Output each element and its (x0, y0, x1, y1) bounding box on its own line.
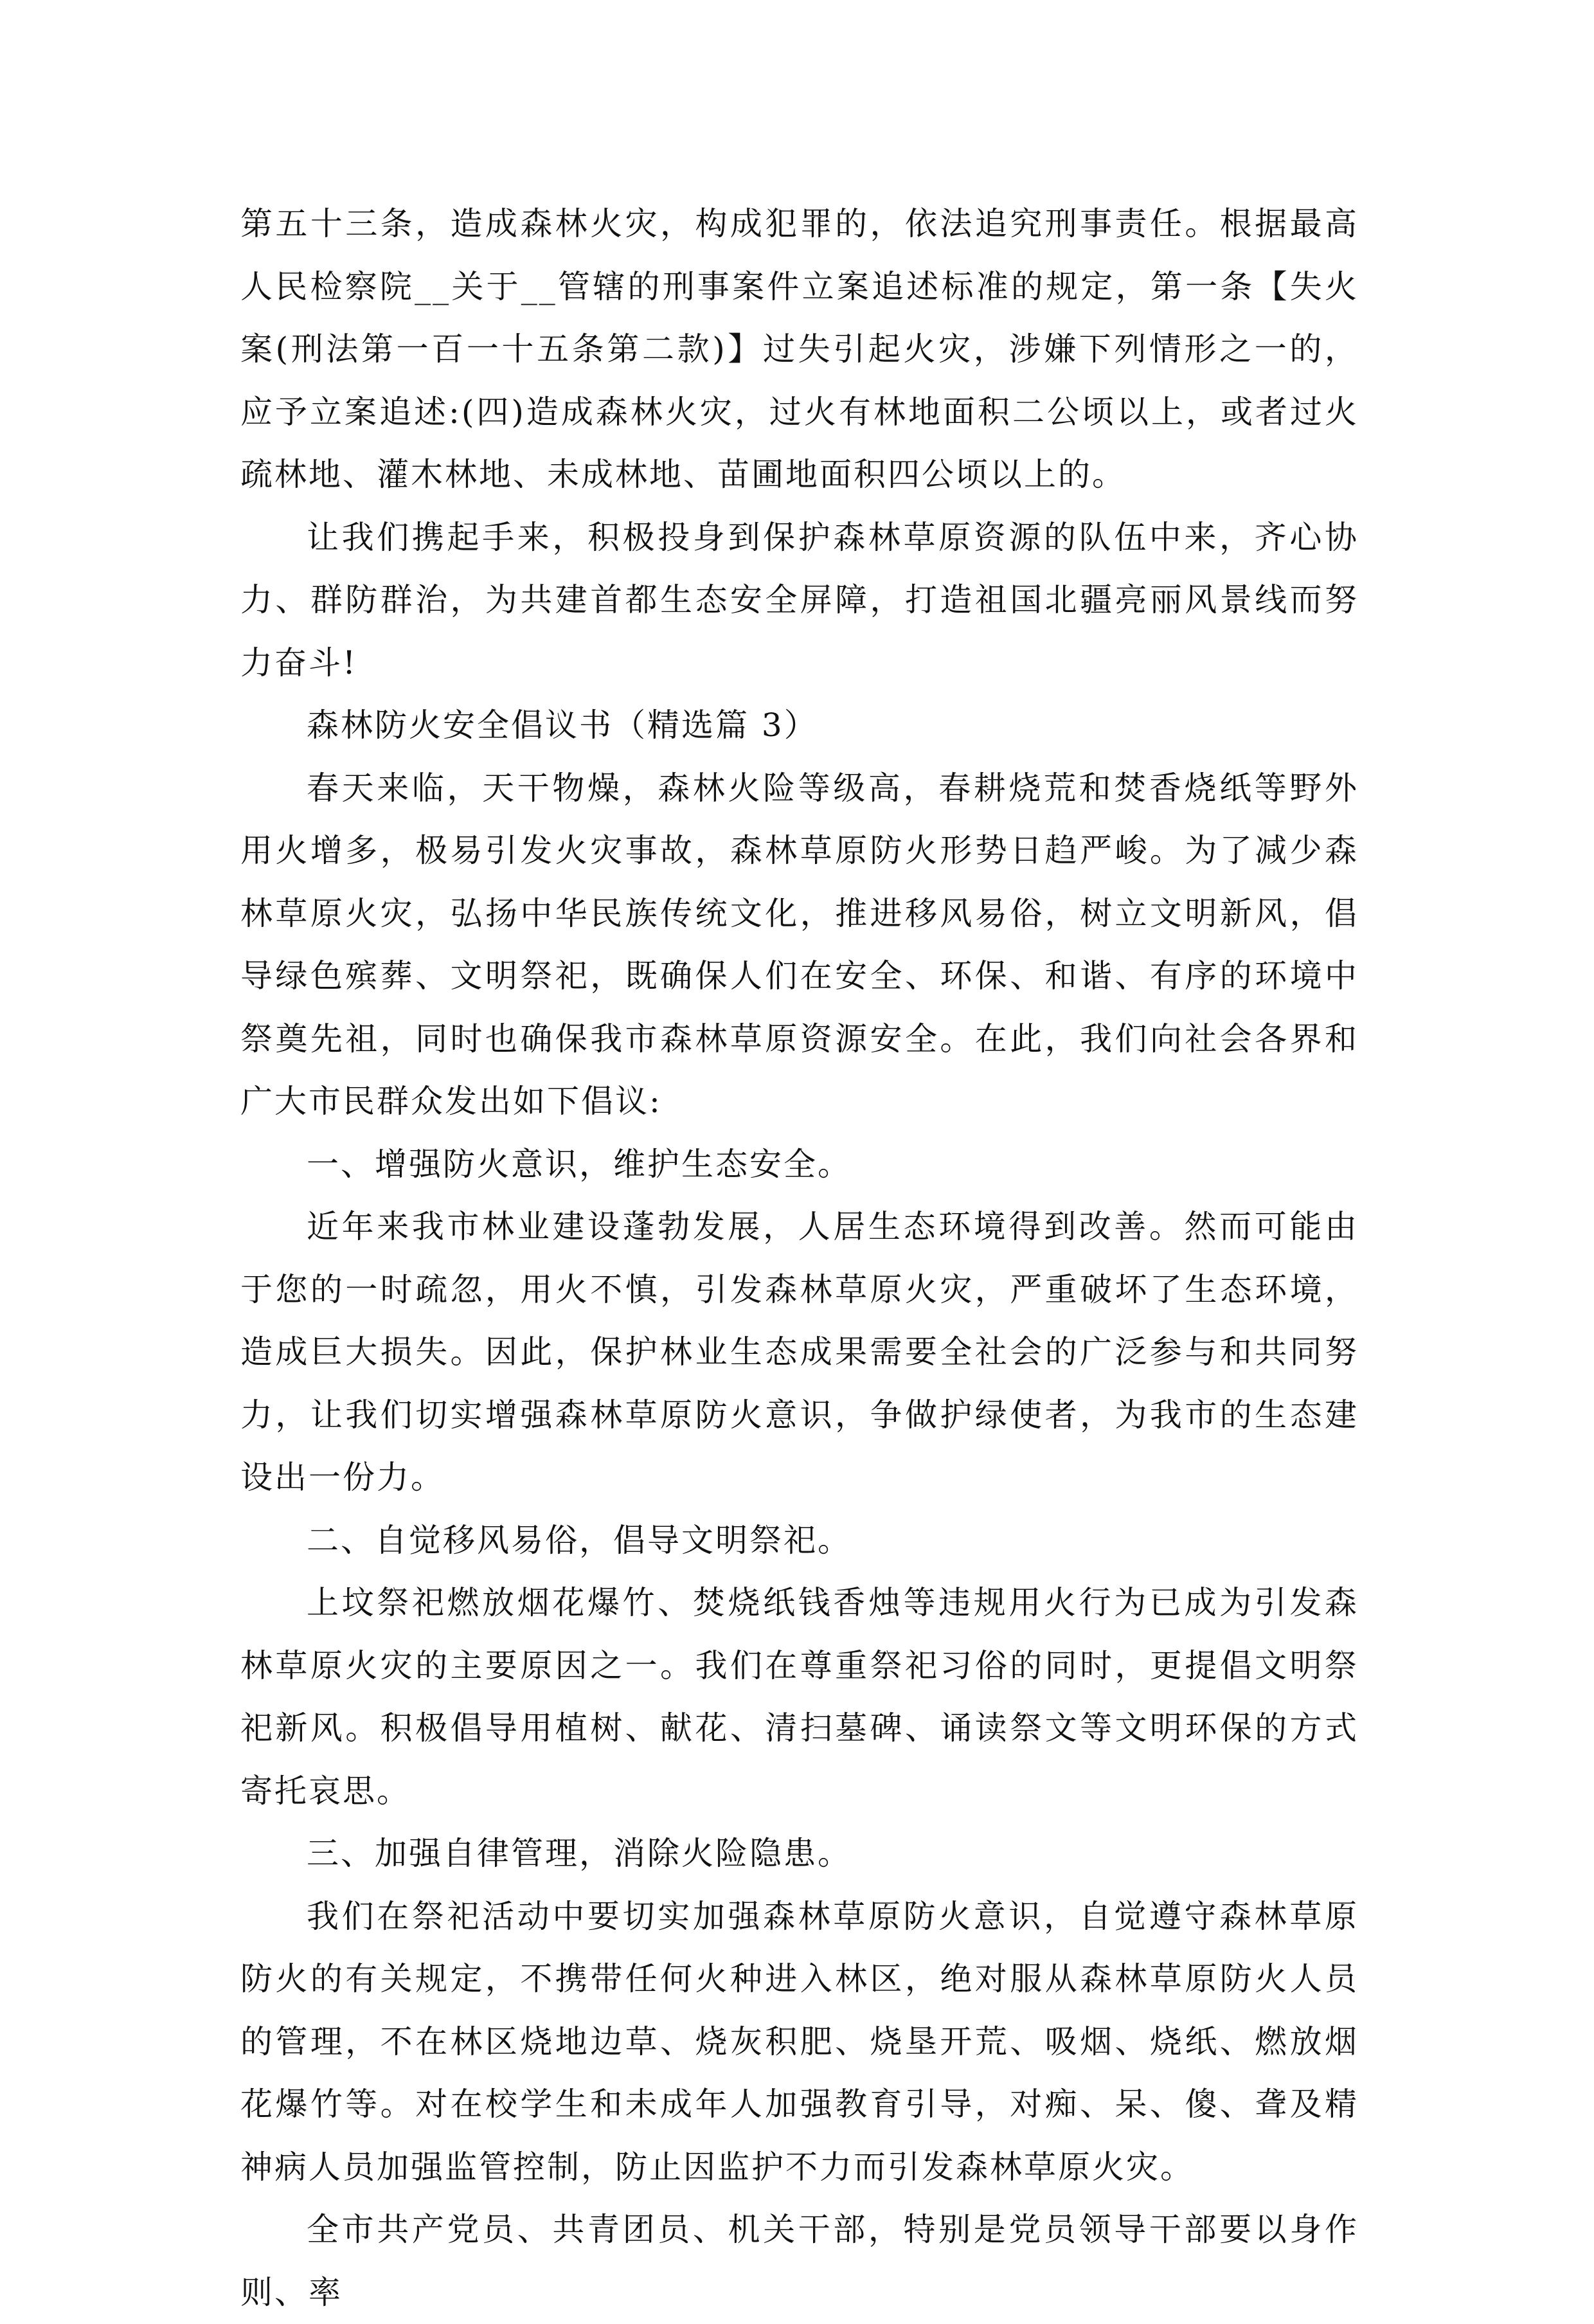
paragraph-party-members: 全市共产党员、共青团员、机关干部，特别是党员领导干部要以身作则、率 (240, 2211, 1359, 2311)
heading-point-two: 二、自觉移风易俗，倡导文明祭祀。 (307, 1521, 852, 1559)
document-body (240, 193, 1359, 2324)
paragraph-call-to-action: 让我们携起手来，积极投身到保护森林草原资源的队伍中来，齐心协力、群防群治，为共建首都生态安全屏障，打造祖国北疆亮丽风景线而努力奋斗! (240, 518, 1359, 681)
paragraph-point-three: 我们在祭祀活动中要切实加强森林草原防火意识，自觉遵守森林草原防火的有关规定，不携带任何火种进入林区，绝对服从森林草原防火人员的管理，不在林区烧地边草、烧灰积肥、烧垦开荒、吸烟、烧纸、燃放烟花爆竹等。对在校学生和未成年人加强教育引导，对痴、呆、傻、聋及精神病人员加强监管控制，防止因监护不力而引发森林草原火灾。 (240, 1897, 1359, 2186)
paragraph-continuation: 第五十三条，造成森林火灾，构成犯罪的，依法追究刑事责任。根据最高人民检察院__关于__管辖的刑事案件立案追述标准的规定，第一条【失火案(刑法第一百一十五条第二款)】过失引起火灾，涉嫌下列情形之一的，应予立案追述:(四)造成森林火灾，过火有林地面积二公顷以上，或者过火疏林地、灌木林地、未成林地、苗圃地面积四公顷以上的。 (240, 205, 1359, 493)
paragraph-intro: 春天来临，天干物燥，森林火险等级高，春耕烧荒和焚香烧纸等野外用火增多，极易引发火灾事故，森林草原防火形势日趋严峻。为了减少森林草原火灾，弘扬中华民族传统文化，推进移风易俗，树立文明新风，倡导绿色殡葬、文明祭祀，既确保人们在安全、环保、和谐、有序的环境中祭奠先祖，同时也确保我市森林草原资源安全。在此，我们向社会各界和广大市民群众发出如下倡议: (240, 769, 1359, 1120)
section-title: 森林防火安全倡议书（精选篇 3） (307, 707, 818, 744)
heading-point-one: 一、增强防火意识，维护生态安全。 (307, 1145, 852, 1183)
heading-point-three: 三、加强自律管理，消除火险隐患。 (307, 1835, 852, 1872)
paragraph-point-two: 上坟祭祀燃放烟花爆竹、焚烧纸钱香烛等违规用火行为已成为引发森林草原火灾的主要原因之一。我们在尊重祭祀习俗的同时，更提倡文明祭祀新风。积极倡导用植树、献花、清扫墓碑、诵读祭文等文明环保的方式寄托哀思。 (240, 1584, 1359, 1810)
paragraph-point-one: 近年来我市林业建设蓬勃发展，人居生态环境得到改善。然而可能由于您的一时疏忽，用火不慎，引发森林草原火灾，严重破坏了生态环境，造成巨大损失。因此，保护林业生态成果需要全社会的广泛参与和共同努力，让我们切实增强森林草原防火意识，争做护绿使者，为我市的生态建设出一份力。 (240, 1208, 1359, 1496)
